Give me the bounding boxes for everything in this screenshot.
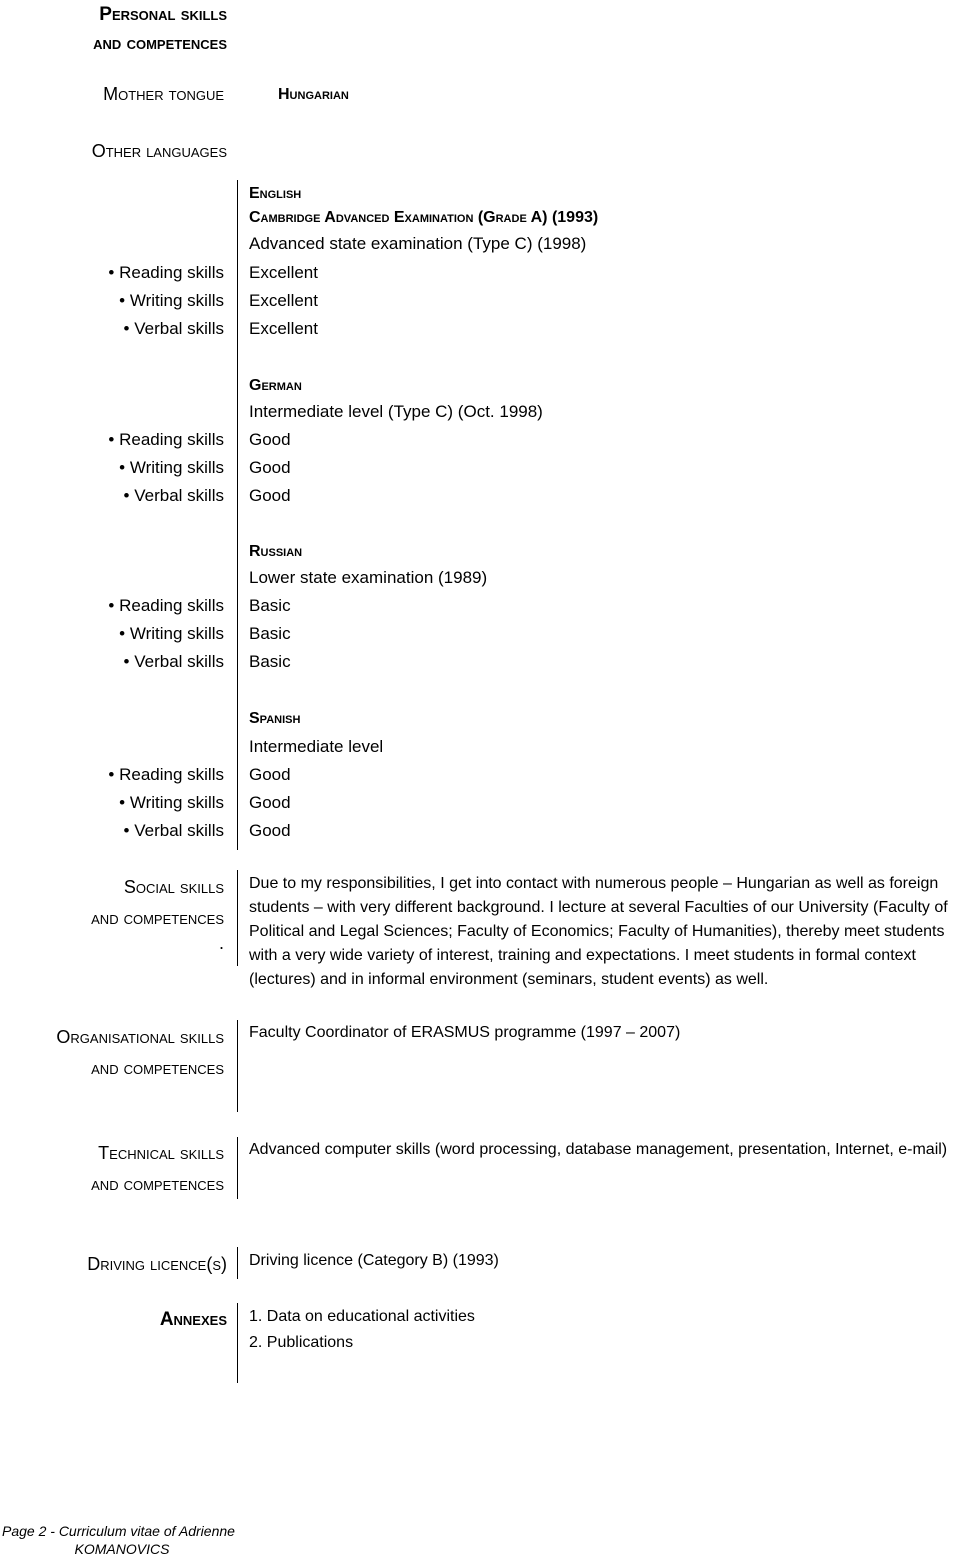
driving-licence-label: Driving licence(s) <box>87 1254 227 1274</box>
technical-divider <box>237 1137 238 1199</box>
technical-skills-label <box>0 1138 224 1200</box>
heading-line-1: Personal skills <box>99 4 227 25</box>
organisational-label-2: and competences <box>91 1058 224 1078</box>
driving-divider <box>237 1247 238 1279</box>
annexes-list <box>249 1304 960 1356</box>
organisational-skills-label <box>0 1022 224 1084</box>
english-reading-value: Excellent <box>249 263 318 282</box>
technical-skills-text: Advanced computer skills (word processing, database management, presentation, Internet, e-mail) <box>249 1141 948 1158</box>
annex-item-1: 1. Data on educational activities <box>249 1308 475 1325</box>
mother-tongue-value: Hungarian <box>278 86 349 103</box>
spanish-writing-label: • Writing skills <box>0 789 224 817</box>
language-name-english: English <box>249 185 302 202</box>
spanish-reading-value: Good <box>249 765 291 784</box>
organisational-skills-text: Faculty Coordinator of ERASMUS programme (1997 – 2007) <box>249 1024 681 1041</box>
german-writing-value: Good <box>249 458 291 477</box>
spanish-verbal-label: • Verbal skills <box>0 817 224 845</box>
social-label-2: and competences <box>91 908 224 928</box>
german-reading-value: Good <box>249 430 291 449</box>
german-reading-label: • Reading skills <box>0 426 224 454</box>
social-skills-label <box>0 872 224 952</box>
english-writing-value: Excellent <box>249 291 318 310</box>
mother-tongue-label: Mother tongue <box>103 84 224 104</box>
annexes-divider <box>237 1303 238 1383</box>
language-name-german: German <box>249 377 302 394</box>
organisational-divider <box>237 1020 238 1112</box>
organisational-label-1: Organisational skills <box>56 1027 224 1047</box>
russian-reading-label: • Reading skills <box>0 592 224 620</box>
annex-item-2: 2. Publications <box>249 1334 354 1351</box>
english-verbal-label: • Verbal skills <box>0 315 224 343</box>
page-footer <box>2 1522 242 1558</box>
english-verbal-value: Excellent <box>249 319 318 338</box>
russian-exam-1: Lower state examination (1989) <box>249 568 488 587</box>
footer-line-1: Page 2 - Curriculum vitae of Adrienne <box>2 1523 235 1539</box>
spanish-exam-1: Intermediate level <box>249 737 384 756</box>
language-name-russian: Russian <box>249 543 303 560</box>
russian-verbal-value: Basic <box>249 652 291 671</box>
technical-label-2: and competences <box>91 1174 224 1194</box>
column-divider <box>237 180 238 850</box>
english-writing-label: • Writing skills <box>0 287 224 315</box>
russian-verbal-label: • Verbal skills <box>0 648 224 676</box>
russian-writing-value: Basic <box>249 624 291 643</box>
german-verbal-value: Good <box>249 486 291 505</box>
spanish-reading-label: • Reading skills <box>0 761 224 789</box>
german-exam-1: Intermediate level (Type C) (Oct. 1998) <box>249 402 543 421</box>
annexes-label: Annexes <box>159 1309 227 1330</box>
german-writing-label: • Writing skills <box>0 454 224 482</box>
social-label-1: Social skills <box>123 877 224 897</box>
social-skills-text: Due to my responsibilities, I get into contact with numerous people – Hungarian as well as foreign students – with very different background. I lecture at several Faculties of our University (Faculty of Political and Legal Sciences; Faculty of Economics; Faculty of Humanities), thereby meet students with a very wide variety of interest, training and expectations. I meet students in formal context (lectures) and in informal environment (seminars, student events) as well. <box>249 875 948 988</box>
social-dot: . <box>218 933 224 953</box>
english-reading-label: • Reading skills <box>0 259 224 287</box>
spanish-writing-value: Good <box>249 793 291 812</box>
heading-line-2: and competences <box>93 33 227 54</box>
german-verbal-label: • Verbal skills <box>0 482 224 510</box>
section-heading-personal-skills <box>0 0 227 58</box>
language-name-spanish: Spanish <box>249 710 301 727</box>
russian-reading-value: Basic <box>249 596 291 615</box>
spanish-verbal-value: Good <box>249 821 291 840</box>
footer-line-2: KOMANOVICS <box>74 1541 170 1557</box>
social-divider <box>237 870 238 966</box>
russian-writing-label: • Writing skills <box>0 620 224 648</box>
other-languages-label: Other languages <box>91 141 227 161</box>
english-exam-1: Cambridge Advanced Examination (Grade A) (1993) <box>249 209 599 226</box>
driving-licence-text: Driving licence (Category B) (1993) <box>249 1252 499 1269</box>
english-exam-2: Advanced state examination (Type C) (1998) <box>249 234 587 253</box>
technical-label-1: Technical skills <box>98 1143 224 1163</box>
